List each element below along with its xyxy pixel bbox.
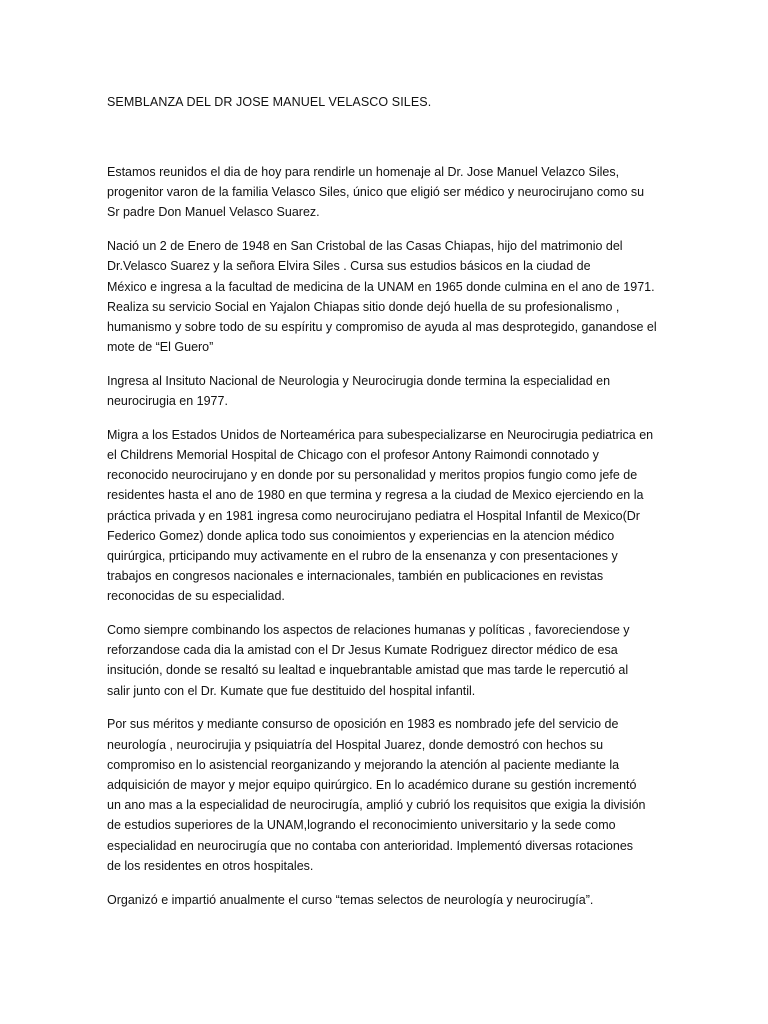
document-title: SEMBLANZA DEL DR JOSE MANUEL VELASCO SILES. [107, 95, 432, 109]
paragraph-hospital-juarez: Por sus méritos y mediante consurso de oposición en 1983 es nombrado jefe del servicio de neurología , neurocirujia y psiquiatría del Hospital Juarez, donde demostró con hechos su compromiso en lo asistencial reorganizando y mejorando la atención al paciente mediante la adquisición de mayor y mejor equipo quirúrgico. En lo académico durane su gestión incrementó un ano mas a la especialidad de neurocirugía, amplió y cubrió los requisitos que exigia la división de estudios superiores de la UNAM,logrando el reconocimiento universitario y la sede como especialidad en neurocirugía que no contaba con anterioridad. Implementó diversas rotaciones de los residentes en otros hospitales. [107, 717, 646, 873]
paragraph-homenaje: Estamos reunidos el dia de hoy para rendirle un homenaje al Dr. Jose Manuel Velazco Siles, progenitor varon de la familia Velasco Siles, único que eligió ser médico y neurocirujano como su Sr padre Don Manuel Velasco Suarez. [107, 165, 645, 220]
paragraph-relaciones: Como siempre combinando los aspectos de relaciones humanas y políticas , favoreciendose y reforzandose cada dia la amistad con el Dr Jesus Kumate Rodriguez director médico de esa insitución, donde se resaltó su lealtad e inquebrantable amistad que mas tarde le repercutió al salir junto con el Dr. Kumate que fue destituido del hospital infantil. [107, 623, 630, 698]
paragraph-subespecialidad: Migra a los Estados Unidos de Norteamérica para subespecializarse en Neurocirugia pediatrica en el Childrens Memorial Hospital de Chicago con el profesor Antony Raimondi connotado y reconocido neurocirujano y en donde por su personalidad y meritos propios fungio como jefe de residentes hasta el ano de 1980 en que termina y regresa a la ciudad de Mexico ejerciendo en la práctica privada y en 1981 ingresa como neurocirujano pediatra el Hospital Infantil de Mexico(Dr Federico Gomez) donde aplica todo sus conoimientos y experiencias en la atencion médico quirúrgica, prticipando muy activamente en el rubro de la ensenanza y con presentaciones y trabajos en congresos nacionales e internacionales, también en publicaciones en revistas reconocidas de su especialidad. [107, 427, 654, 604]
paragraph-curso: Organizó e impartió anualmente el curso “temas selectos de neurología y neurocirugía”. [107, 892, 594, 907]
document-page [107, 92, 667, 923]
paragraph-especialidad: Ingresa al Insituto Nacional de Neurologia y Neurocirugia donde termina la especialidad en neurocirugia en 1977. [107, 373, 611, 409]
paragraph-nacimiento: Nació un 2 de Enero de 1948 en San Cristobal de las Casas Chiapas, hijo del matrimonio del Dr.Velasco Suarez y la señora Elvira Siles . Cursa sus estudios básicos en la ciudad de México e ingresa a la facultad de medicina de la UNAM en 1965 donde culmina en el ano de 1971. Realiza su servicio Social en Yajalon Chiapas sitio donde dejó huella de su profesionalismo , humanismo y sobre todo de su espíritu y compromiso de ayuda al mas desprotegido, ganandose el mote de “El Guero” [107, 239, 657, 355]
